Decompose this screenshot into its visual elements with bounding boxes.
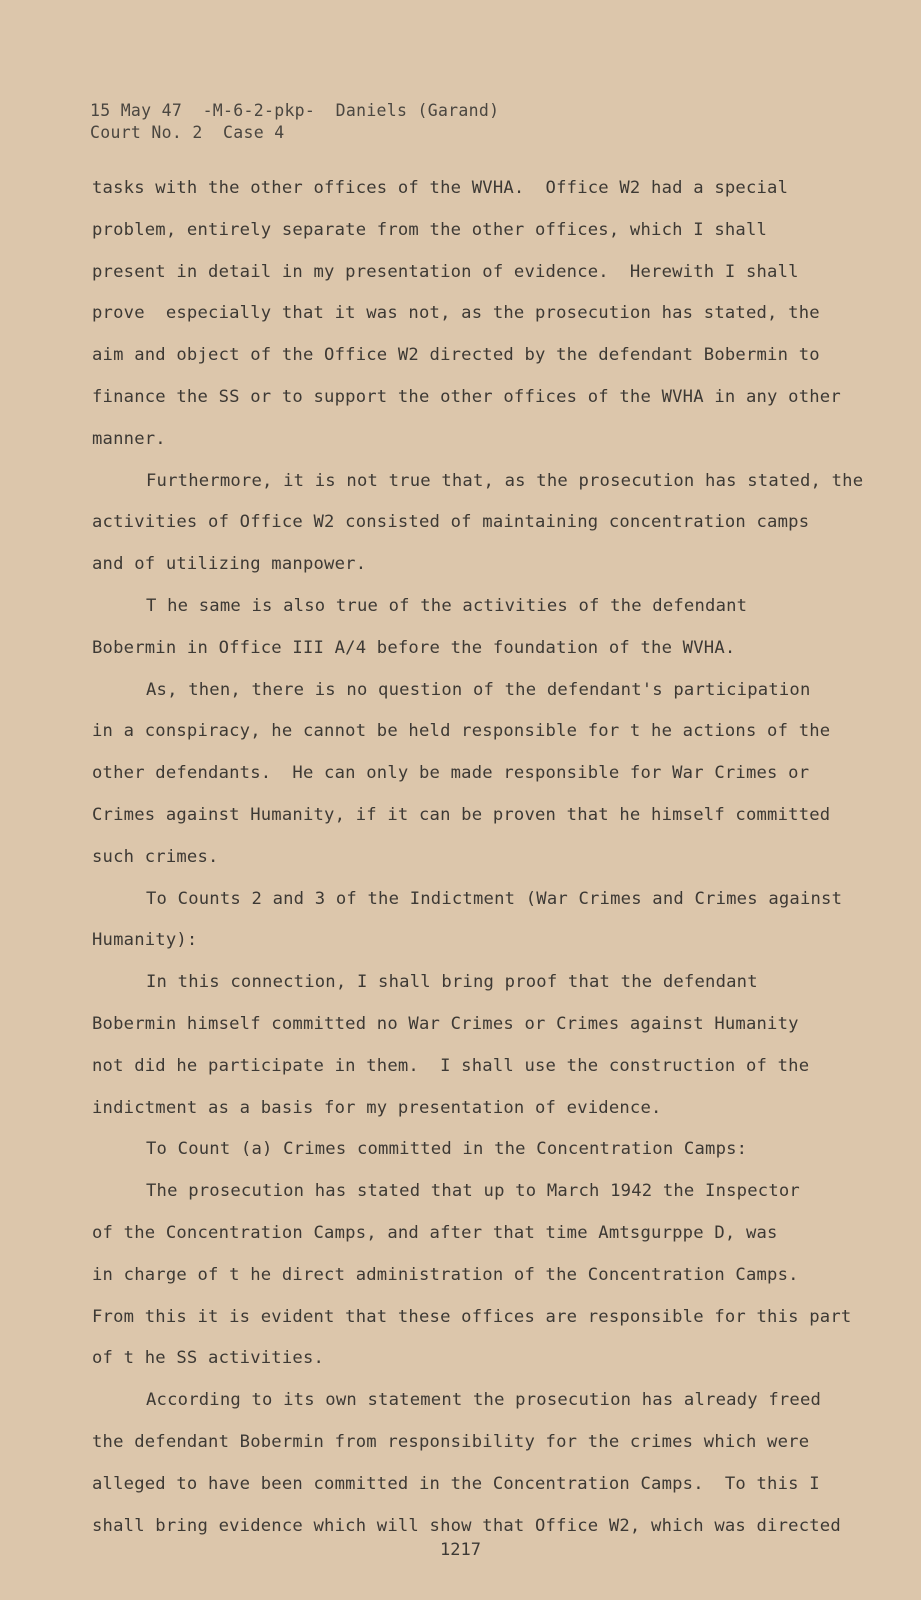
text-line: activities of Office W2 consisted of maintaining concentration camps xyxy=(92,512,810,533)
header-line-date-reporter: 15 May 47 -M-6-2-pkp- Daniels (Garand) xyxy=(90,101,500,120)
text-line: and of utilizing manpower. xyxy=(92,554,367,575)
transcript-body xyxy=(92,178,864,1557)
text-line: In this connection, I shall bring proof that the defendant xyxy=(146,972,758,993)
text-line: As, then, there is no question of the defendant's participation xyxy=(146,679,811,700)
text-line: in a conspiracy, he cannot be held responsible for t he actions of the xyxy=(92,721,831,742)
document-header xyxy=(90,100,499,144)
text-line: Bobermin himself committed no War Crimes or Crimes against Humanity xyxy=(92,1013,799,1034)
text-line: Furthermore, it is not true that, as the prosecution has stated, the xyxy=(146,470,864,491)
text-line: in charge of t he direct administration of the Concentration Camps. xyxy=(92,1264,799,1285)
text-line: The prosecution has stated that up to March 1942 the Inspector xyxy=(146,1181,800,1202)
text-line: finance the SS or to support the other offices of the WVHA in any other xyxy=(92,386,841,407)
text-line: aim and object of the Office W2 directed by the defendant Bobermin to xyxy=(92,345,820,366)
text-line: tasks with the other offices of the WVHA. Office W2 had a special xyxy=(92,178,789,198)
text-line: Bobermin in Office III A/4 before the foundation of the WVHA. xyxy=(92,637,736,658)
text-line: not did he participate in them. I shall use the construction of the xyxy=(92,1055,810,1076)
text-line: such crimes. xyxy=(92,846,219,867)
text-line: manner. xyxy=(92,428,166,449)
text-line: problem, entirely separate from the other offices, which I shall xyxy=(92,219,768,240)
text-line: prove especially that it was not, as the prosecution has stated, the xyxy=(92,303,820,324)
text-line: alleged to have been committed in the Concentration Camps. To this I xyxy=(92,1473,820,1494)
text-line: indictment as a basis for my presentation of evidence. xyxy=(92,1097,662,1118)
text-line: To Counts 2 and 3 of the Indictment (War Crimes and Crimes against xyxy=(146,888,843,909)
text-line: shall bring evidence which will show that Office W2, which was directed xyxy=(92,1515,841,1536)
text-line: of t he SS activities. xyxy=(92,1348,325,1369)
header-line-court-case: Court No. 2 Case 4 xyxy=(90,123,285,142)
text-line: other defendants. He can only be made responsible for War Crimes or xyxy=(92,763,810,784)
text-line: present in detail in my presentation of evidence. Herewith I shall xyxy=(92,261,799,282)
text-line: of the Concentration Camps, and after that time Amtsgurppe D, was xyxy=(92,1222,778,1243)
text-line: According to its own statement the prosecution has already freed xyxy=(146,1390,822,1411)
text-line: To Count (a) Crimes committed in the Concentration Camps: xyxy=(146,1139,748,1160)
text-line: T he same is also true of the activities of the defendant xyxy=(146,595,748,616)
page-number: 1217 xyxy=(440,1540,481,1560)
text-line: From this it is evident that these offices are responsible for this part xyxy=(92,1306,852,1327)
text-line: Crimes against Humanity, if it can be proven that he himself committed xyxy=(92,804,831,825)
text-line: Humanity): xyxy=(92,930,198,951)
text-line: the defendant Bobermin from responsibility for the crimes which were xyxy=(92,1431,810,1452)
